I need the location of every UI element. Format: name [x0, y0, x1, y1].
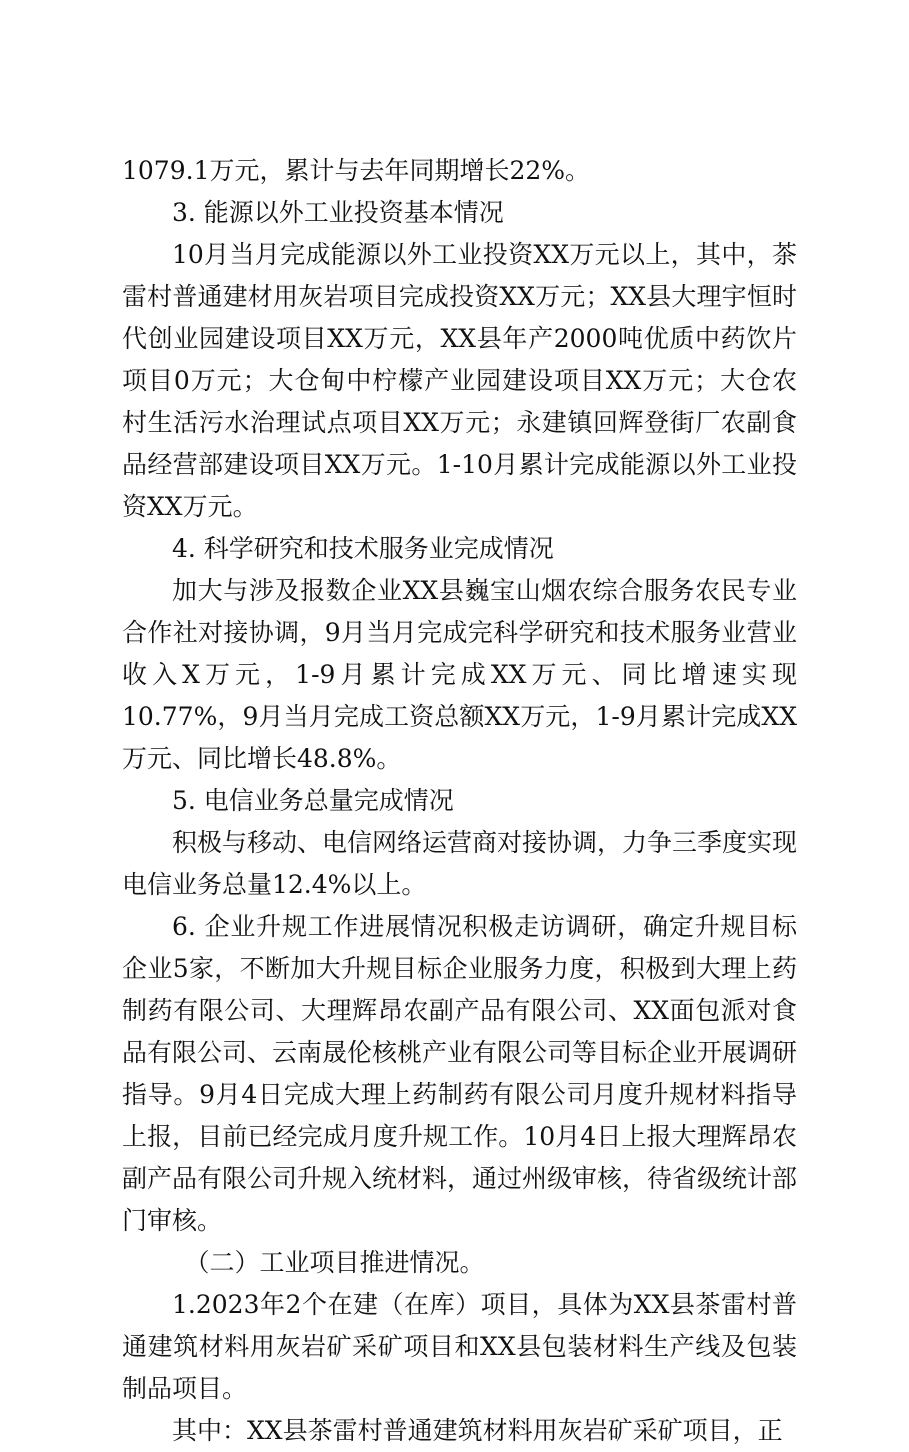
- paragraph-enterprise-upgrade: 6. 企业升规工作进展情况积极走访调研，确定升规目标企业5家，不断加大升规目标企业服务力度，积极到大理上药制药有限公司、大理辉昂农副产品有限公司、XX面包派对食品有限公司、云南晟伦核桃产业有限公司等目标企业开展调研指导。9月4日完成大理上药制药有限公司月度升规材料指导上报，目前已经完成月度升规工作。10月4日上报大理辉昂农副产品有限公司升规入统材料，通过州级审核，待省级统计部门审核。: [122, 912, 798, 1235]
- paragraph-energy-investment: 10月当月完成能源以外工业投资XX万元以上，其中，茶雷村普通建材用灰岩项目完成投资XX万元；XX县大理宇恒时代创业园建设项目XX万元，XX县年产2000吨优质中药饮片项目0万元；大仓甸中柠檬产业园建设项目XX万元；大仓农村生活污水治理试点项目XX万元；永建镇回辉登街厂农副食品经营部建设项目XX万元。1-10月累计完成能源以外工业投资XX万元。: [122, 240, 797, 521]
- section-heading-research-services: 4. 科学研究和技术服务业完成情况: [172, 534, 554, 563]
- paragraph-continuation: 1079.1万元，累计与去年同期增长22%。: [122, 156, 591, 185]
- section-heading-telecom: 5. 电信业务总量完成情况: [172, 786, 454, 815]
- paragraph-telecom: 积极与移动、电信网络运营商对接协调，力争三季度实现电信业务总量12.4%以上。: [122, 828, 798, 899]
- section-heading-energy-investment: 3. 能源以外工业投资基本情况: [172, 198, 504, 227]
- paragraph-research-services: 加大与涉及报数企业XX县巍宝山烟农综合服务农民专业合作社对接协调，9月当月完成完科学研究和技术服务业营业收入X万元，1-9月累计完成XX万元、同比增速实现10.77%，9月当月完成工资总额XX万元，1-9月累计完成XX万元、同比增长48.8%。: [122, 576, 797, 773]
- paragraph-project-detail: 其中：XX县茶雷村普通建筑材料用灰岩矿采矿项目，正: [172, 1416, 783, 1445]
- paragraph-projects-2023: 1.2023年2个在建（在库）项目，具体为XX县茶雷村普通建筑材料用灰岩矿采矿项目和XX县包装材料生产线及包装制品项目。: [122, 1290, 797, 1403]
- document-body: [122, 150, 797, 1452]
- section-heading-industrial-projects: （二）工业项目推进情况。: [184, 1248, 485, 1277]
